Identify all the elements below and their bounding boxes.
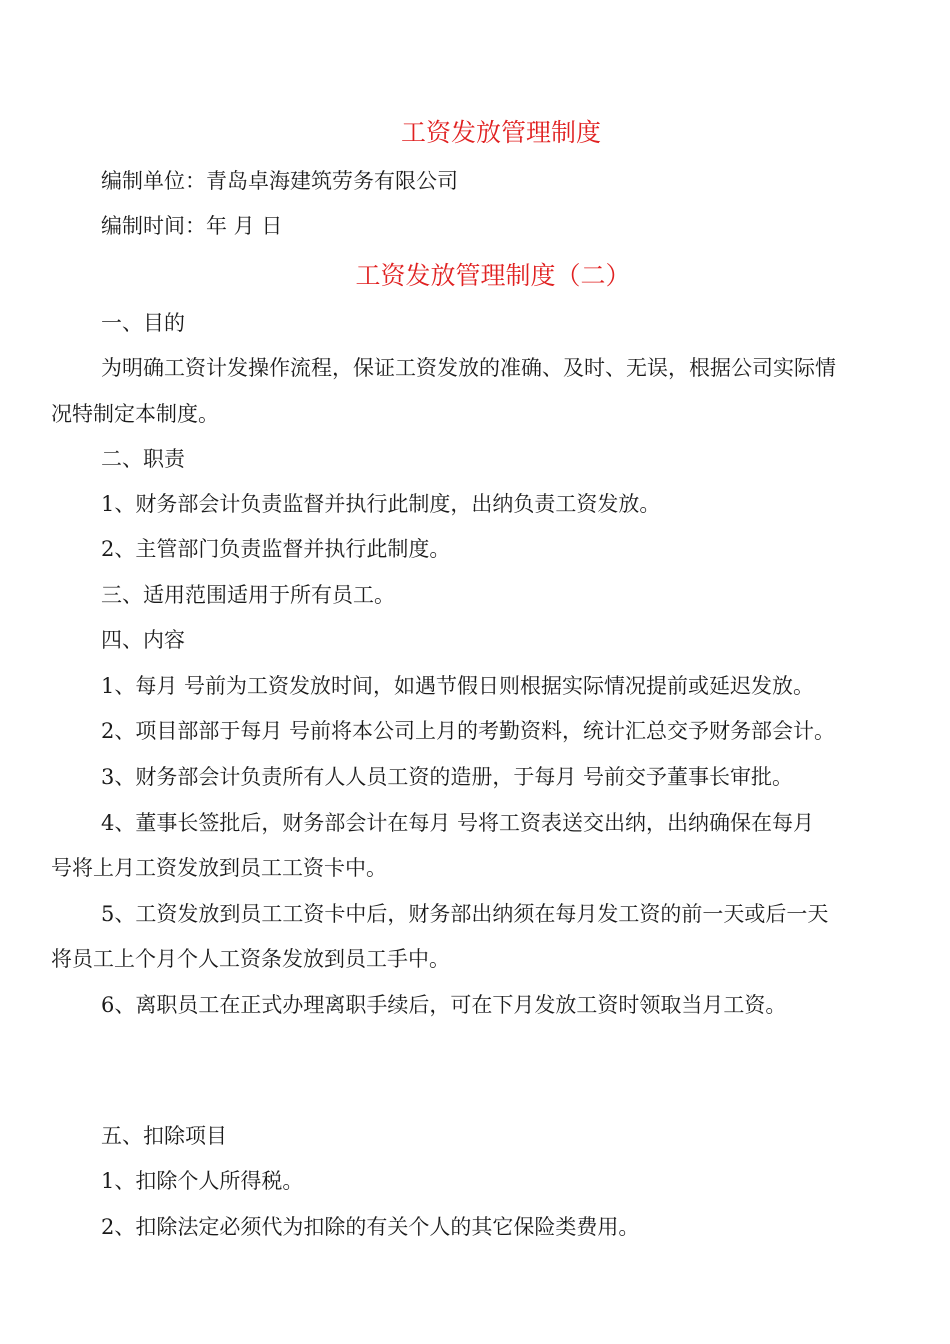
content-item-2: 2、项目部部于每月 号前将本公司上月的考勤资料，统计汇总交予财务部会计。 [101,719,836,743]
section-scope: 三、适用范围适用于所有员工。 [101,583,395,607]
deductions-item-2: 2、扣除法定必须代为扣除的有关个人的其它保险类费用。 [101,1215,640,1239]
content-item-6: 6、离职员工在正式办理离职手续后，可在下月发放工资时领取当月工资。 [101,993,787,1017]
document-title: 工资发放管理制度 [400,118,601,147]
content-item-5-line-2: 将员工上个月个人工资条发放到员工手中。 [51,947,450,971]
content-item-4-line-1: 4、董事长签批后，财务部会计在每月 号将工资表送交出纳，出纳确保在每月 [101,811,815,835]
duties-item-1: 1、财务部会计负责监督并执行此制度，出纳负责工资发放。 [101,492,661,516]
purpose-paragraph-line-1: 为明确工资计发操作流程，保证工资发放的准确、及时、无误，根据公司实际情 [101,356,836,380]
section-heading-content: 四、内容 [101,628,185,652]
content-item-4-line-2: 号将上月工资发放到员工工资卡中。 [51,856,387,880]
content-item-5-line-1: 5、工资发放到员工工资卡中后，财务部出纳须在每月发工资的前一天或后一天 [101,902,829,926]
compile-time: 编制时间：年 月 日 [101,214,283,238]
purpose-paragraph-line-2: 况特制定本制度。 [51,402,219,426]
content-item-1: 1、每月 号前为工资发放时间，如遇节假日则根据实际情况提前或延迟发放。 [101,674,815,698]
content-item-3: 3、财务部会计负责所有人人员工资的造册，于每月 号前交予董事长审批。 [101,765,794,789]
section-heading-deductions: 五、扣除项目 [101,1124,227,1148]
section-heading-purpose: 一、目的 [101,311,185,335]
compile-unit: 编制单位：青岛卓海建筑劳务有限公司 [101,169,458,193]
deductions-item-1: 1、扣除个人所得税。 [101,1169,304,1193]
document-subtitle: 工资发放管理制度（二） [355,261,631,290]
section-heading-duties: 二、职责 [101,447,185,471]
duties-item-2: 2、主管部门负责监督并执行此制度。 [101,537,451,561]
